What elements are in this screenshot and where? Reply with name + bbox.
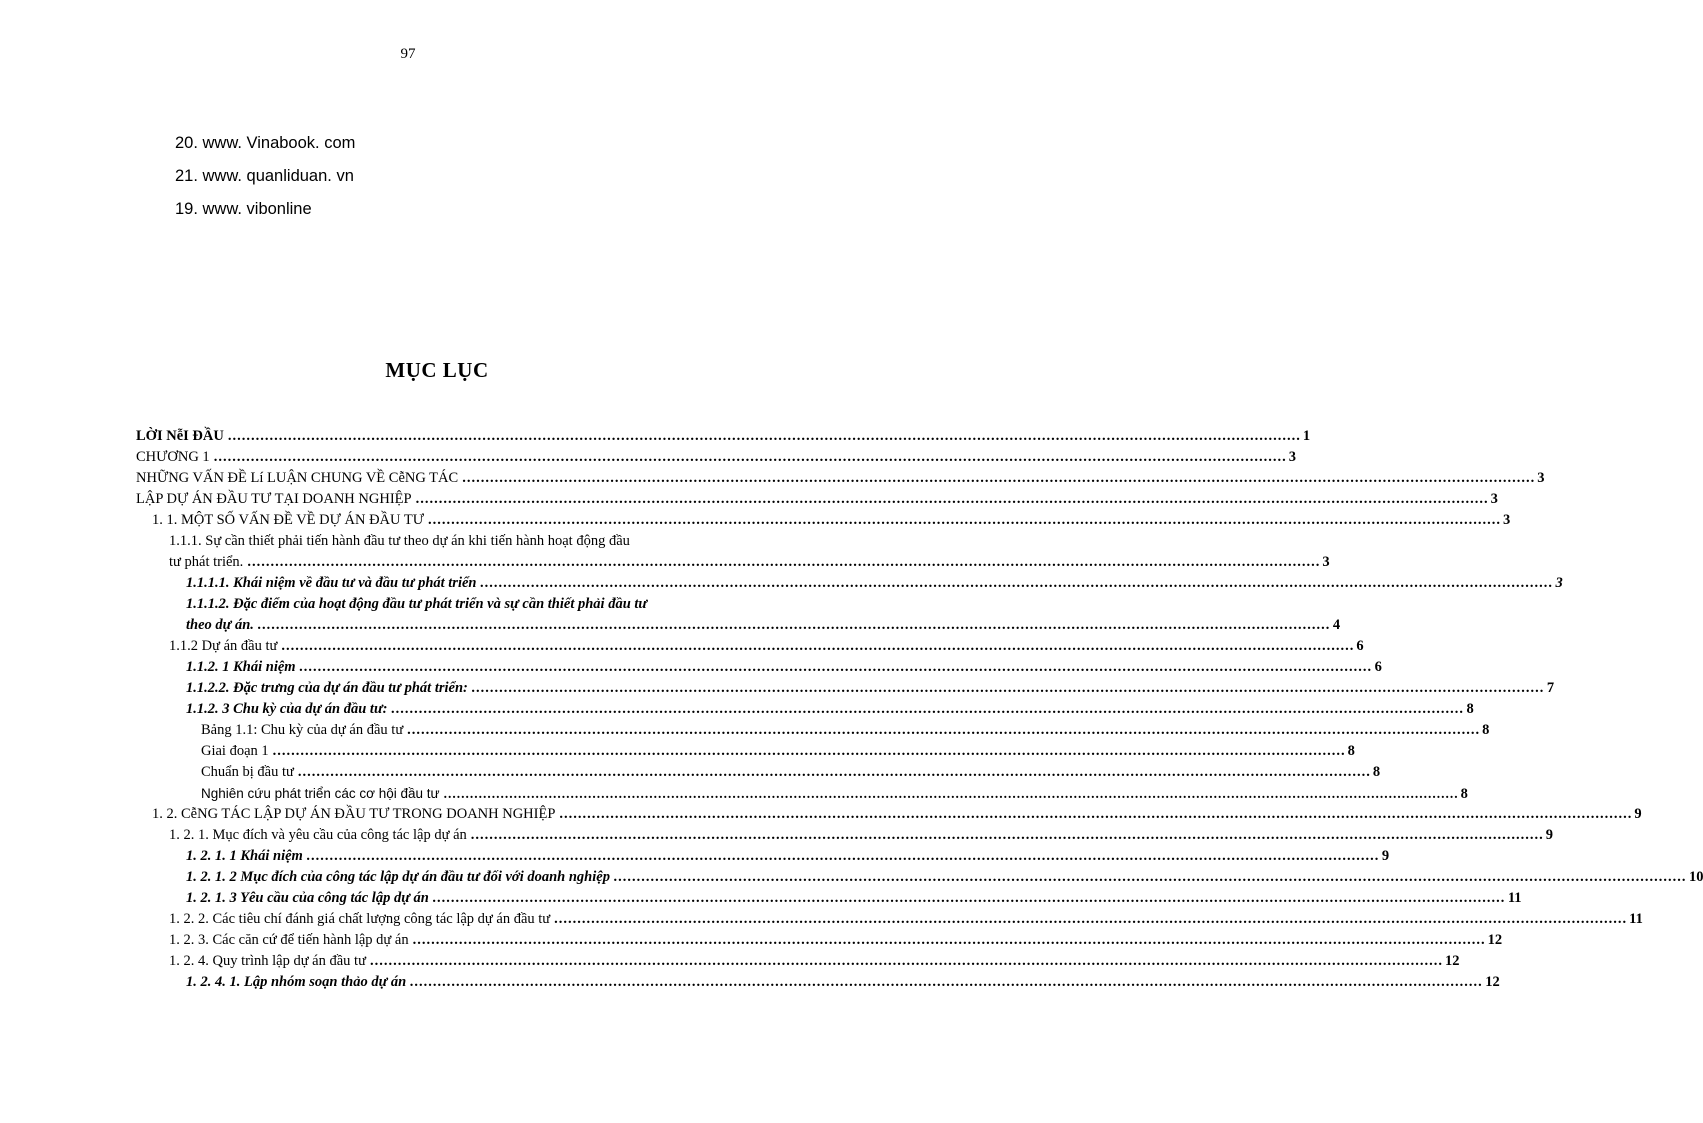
toc-entry-line: 1.1.1.2. Đặc điểm của hoạt động đầu tư phát triển và sự cần thiết phải đầu tư xyxy=(186,596,648,612)
toc-entry: 1. 2. 2. Các tiêu chí đánh giá chất lượng công tác lập dự án đầu tư ..... 11 xyxy=(136,909,740,930)
toc-entry: 1. 2. 1. Mục đích và yêu cầu của công tác lập dự án ..... 9 xyxy=(136,825,740,846)
page-number: 97 xyxy=(400,46,416,62)
toc-entry: CHƯƠNG 1 ..... 3 xyxy=(136,447,740,468)
toc-entry: 1. 2. 4. Quy trình lập dự án đầu tư ..... 12 xyxy=(136,951,740,972)
toc-entry: 1.1.2. 1 Khái niệm ..... 6 xyxy=(136,657,740,678)
table-of-contents xyxy=(136,426,1703,993)
toc-entry: LẬP DỰ ÁN ĐẦU TƯ TẠI DOANH NGHIỆP ..... 3 xyxy=(136,489,740,510)
reference-item: 21. www. quanliduan. vn xyxy=(175,167,354,185)
toc-entry: 1.1.2.2. Đặc trưng của dự án đầu tư phát triển: ..... 7 xyxy=(136,678,740,699)
toc-entry: 1. 1. MỘT SỐ VẤN ĐỀ VỀ DỰ ÁN ĐẦU TƯ ..... 3 xyxy=(136,510,740,531)
reference-item: 20. www. Vinabook. com xyxy=(175,134,356,152)
toc-entry: 1.1.2. 3 Chu kỳ của dự án đầu tư: ..... 8 xyxy=(136,699,740,720)
toc-entry: 1. 2. CễNG TÁC LẬP DỰ ÁN ĐẦU TƯ TRONG DOANH NGHIỆP ..... 9 xyxy=(136,804,740,825)
toc-entry: Chuẩn bị đầu tư ..... 8 xyxy=(136,762,740,783)
toc-title: MỤC LỤC xyxy=(385,358,489,382)
toc-entry: 1. 2. 1. 1 Khái niệm ..... 9 xyxy=(136,846,740,867)
toc-entry: 1.1.2 Dự án đầu tư ..... 6 xyxy=(136,636,740,657)
toc-entry: Giai đoạn 1 ..... 8 xyxy=(136,741,740,762)
toc-entry: 1.1.1.1. Khái niệm về đầu tư và đầu tư phát triển ..... 3 xyxy=(136,573,740,594)
toc-entry: Nghiên cứu phát triển các cơ hội đầu tư ..... 8 xyxy=(136,783,740,804)
toc-entry: 1. 2. 1. 2 Mục đích của công tác lập dự án đầu tư đối với doanh nghiệp ..... 10 xyxy=(136,867,740,888)
toc-entry: LỜI NễI ĐẦU ..... 1 xyxy=(136,426,740,447)
toc-entry: theo dự án. ..... 4 xyxy=(136,615,740,636)
toc-entry: 1. 2. 4. 1. Lập nhóm soạn thảo dự án ..... 12 xyxy=(136,972,740,993)
toc-entry: Bảng 1.1: Chu kỳ của dự án đầu tư ..... 8 xyxy=(136,720,740,741)
toc-entry: tư phát triển. ..... 3 xyxy=(136,552,740,573)
toc-entry: 1. 2. 1. 3 Yêu cầu của công tác lập dự án ..... 11 xyxy=(136,888,740,909)
toc-entry: NHỮNG VẤN ĐỀ Lí LUẬN CHUNG VỀ CễNG TÁC ..... 3 xyxy=(136,468,740,489)
reference-item: 19. www. vibonline xyxy=(175,200,312,218)
reference-list xyxy=(175,132,355,231)
toc-entry-line: 1.1.1. Sự cần thiết phải tiến hành đầu tư theo dự án khi tiến hành hoạt động đầu xyxy=(169,533,630,549)
toc-entry: 1. 2. 3. Các căn cứ để tiến hành lập dự án ..... 12 xyxy=(136,930,740,951)
